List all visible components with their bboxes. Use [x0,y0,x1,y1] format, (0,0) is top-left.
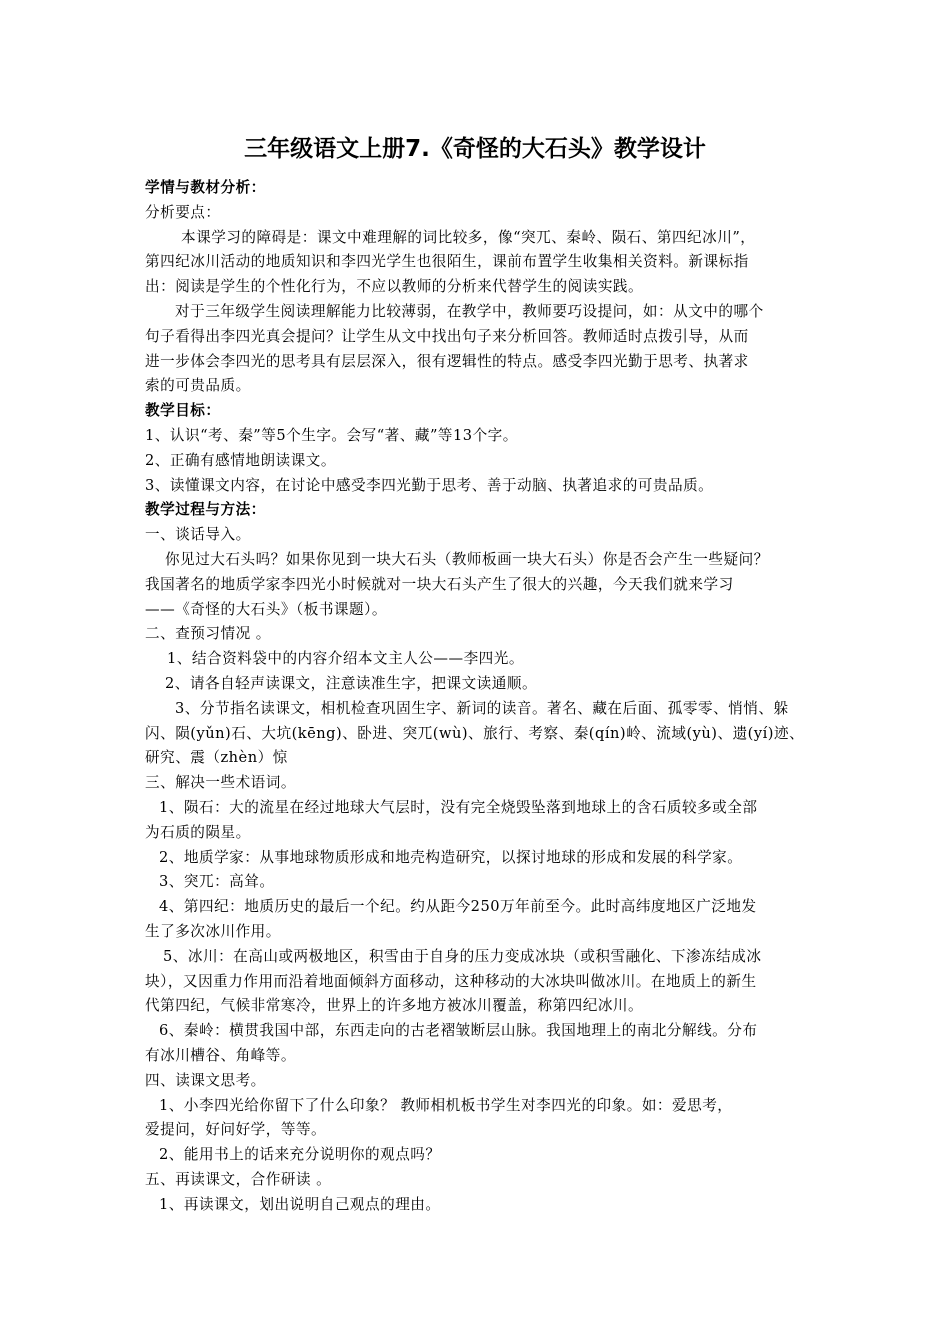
section-heading: 教学过程与方法： [145,501,266,519]
paragraph-line: 6、秦岭：横贯我国中部，东西走向的古老褶皱断层山脉。我国地理上的南北分解线。分布 [159,1022,758,1040]
paragraph-line: 对于三年级学生阅读理解能力比较薄弱，在教学中，教师要巧设提问，如：从文中的哪个 [175,303,764,320]
section-heading: 教学目标： [145,402,221,420]
paragraph-line: 生了多次冰川作用。 [145,923,281,940]
paragraph-line: 2、地质学家：从事地球物质形成和地壳构造研究，以探讨地球的形成和发展的科学家。 [159,848,743,866]
paragraph-line: 1、再读课文，划出说明自己观点的理由。 [159,1195,441,1213]
paragraph-line: 三、解决一些术语词。 [145,774,296,792]
paragraph-line: 为石质的陨星。 [145,823,251,841]
paragraph-line: 代第四纪，气候非常寒冷，世界上的许多地方被冰川覆盖，称第四纪冰川。 [145,997,644,1015]
paragraph-line: 本课学习的障碍是：课文中难理解的词比较多，像“突兀、秦岭、陨石、第四纪冰川”， [181,228,756,246]
paragraph-line: 4、第四纪：地质历史的最后一个纪。约从距今250万年前至今。此时高纬度地区广泛地发 [159,898,757,916]
paragraph-line: 四、读课文思考。 [145,1071,266,1089]
paragraph-line: 2、正确有感情地朗读课文。 [145,451,336,469]
paragraph-line: 我国著名的地质学家李四光小时候就对一块大石头产生了很大的兴趣，今天我们就来学习 [145,575,734,593]
paragraph-line: 出：阅读是学生的个性化行为，不应以教师的分析来代替学生的阅读实践。 [145,278,644,296]
paragraph-line: 五、再读课文，合作研读 。 [145,1171,332,1188]
paragraph-line: 闪、陨(yǔn)石、大坑(kēng)、卧进、突兀(wù)、旅行、考察、秦(qín)岭、流域(yù)、遗(yí)迹、 [145,724,805,742]
paragraph-line: 1、小李四光给你留下了什么印象？ 教师相机板书学生对李四光的印象。如：爱思考， [159,1096,733,1114]
paragraph-line: 3、分节指名读课文，相机检查巩固生字、新词的读音。著名、藏在后面、孤零零、悄悄、躲 [175,699,789,717]
section-heading: 学情与教材分析： [145,179,266,196]
paragraph-line: 1、结合资料袋中的内容介绍本文主人公——李四光。 [167,650,524,668]
paragraph-line: 3、突兀：高耸。 [159,873,275,891]
paragraph-line: 第四纪冰川活动的地质知识和李四光学生也很陌生，课前布置学生收集相关资料。新课标指 [145,253,749,271]
paragraph-line: 一、谈话导入。 [145,526,251,544]
paragraph-line: 分析要点： [145,203,221,221]
paragraph-line: 索的可贵品质。 [145,377,251,395]
paragraph-line: 爱提问，好问好学，等等。 [145,1121,327,1139]
paragraph-line: ——《奇怪的大石头》（板书课题）。 [145,600,387,618]
paragraph-line: 有冰川槽谷、角峰等。 [145,1047,296,1064]
paragraph-line: 研究、震（zhèn）惊 [145,749,288,767]
paragraph-line: 进一步体会李四光的思考具有层层深入，很有逻辑性的特点。感受李四光勤于思考、执著求 [145,352,749,370]
paragraph-line: 你见过大石头吗？如果你见到一块大石头（教师板画一块大石头）你是否会产生一些疑问？ [165,551,769,568]
paragraph-line: 3、读懂课文内容，在讨论中感受李四光勤于思考、善于动脑、执著追求的可贵品质。 [145,476,714,494]
paragraph-line: 二、查预习情况 。 [145,625,271,643]
paragraph-line: 5、冰川：在高山或两极地区，积雪由于自身的压力变成冰块（或积雪融化、下渗冻结成冰 [163,947,762,965]
paragraph-line: 块），又因重力作用而沿着地面倾斜方面移动，这种移动的大冰块叫做冰川。在地质上的新生 [145,972,757,990]
paragraph-line: 1、认识“考、秦”等5个生字。会写“著、藏”等13个字。 [145,427,518,444]
paragraph-line: 2、能用书上的话来充分说明你的观点吗？ [159,1146,441,1164]
paragraph-line: 2、请各自轻声读课文，注意读准生字，把课文读通顺。 [165,675,538,692]
paragraph-line: 句子看得出李四光真会提问？让学生从文中找出句子来分析回答。教师适时点拨引导，从而 [145,327,749,345]
document-title: 三年级语文上册7.《奇怪的大石头》教学设计 [244,136,706,162]
paragraph-line: 1、陨石：大的流星在经过地球大气层时，没有完全烧毁坠落到地球上的含石质较多或全部 [159,799,758,816]
